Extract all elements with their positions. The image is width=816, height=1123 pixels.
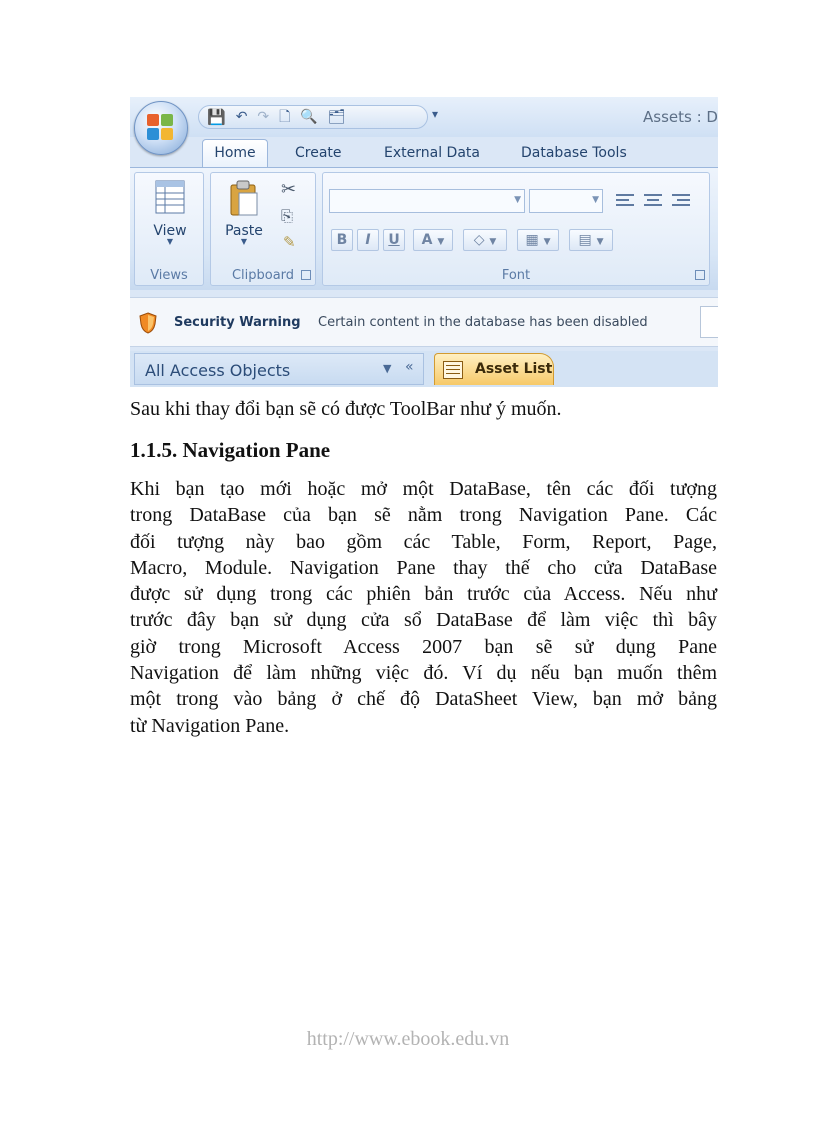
security-warning-bar — [130, 297, 718, 347]
new-icon[interactable]: 🗋 — [279, 109, 291, 125]
paragraph-line: trước đây bạn sử dụng cửa sổ DataBase để làm việc thì bây — [130, 609, 717, 632]
fill-color-button[interactable] — [463, 229, 507, 251]
quick-access-toolbar — [198, 105, 428, 129]
tab-create[interactable]: Create — [295, 145, 342, 161]
paragraph-line: Navigation để làm những việc đó. Ví dụ nếu bạn muốn thêm — [130, 662, 717, 685]
ribbon — [130, 167, 718, 290]
font-group — [322, 172, 710, 286]
form-icon — [443, 361, 463, 379]
cut-icon[interactable]: ✂ — [281, 179, 297, 200]
options-button[interactable] — [700, 306, 718, 338]
tab-database-tools[interactable]: Database Tools — [521, 145, 627, 161]
bold-button[interactable]: B — [331, 229, 353, 251]
alternate-fill-icon: ▤ — [578, 232, 592, 248]
paragraph-line: từ Navigation Pane. — [130, 714, 290, 737]
gridlines-button[interactable] — [517, 229, 559, 251]
font-color-button[interactable] — [413, 229, 453, 251]
body-paragraph — [130, 476, 717, 739]
alternate-fill-button[interactable] — [569, 229, 613, 251]
chevron-down-icon: ▼ — [240, 237, 248, 246]
paragraph-line: một trong vào bảng ở chế độ DataSheet View, bạn mở bảng — [130, 688, 717, 711]
print-preview-icon[interactable]: 🔍 — [300, 109, 318, 125]
office-logo-icon — [147, 114, 175, 142]
view-button[interactable] — [145, 179, 195, 246]
shield-icon — [138, 312, 158, 334]
paragraph-line: đối tượng này bao gồm các Table, Form, Report, Page, — [130, 530, 717, 553]
office-button[interactable] — [134, 101, 188, 155]
font-size-combo[interactable] — [529, 189, 603, 213]
align-left-icon[interactable] — [613, 191, 637, 213]
redo-icon[interactable]: ↷ — [257, 109, 270, 125]
font-group-label: Font — [501, 268, 531, 283]
chevron-down-icon: ▼ — [514, 195, 521, 205]
chevron-down-icon: ▼ — [489, 237, 497, 247]
align-right-icon[interactable] — [669, 191, 693, 213]
figure-caption: Sau khi thay đổi bạn sẽ có được ToolBar như ý muốn. — [130, 398, 562, 420]
gridlines-icon: ▦ — [525, 232, 539, 248]
paragraph-line: trong DataBase của bạn sẽ nằm trong Navigation Pane. Các — [130, 504, 717, 527]
tab-asset-list[interactable] — [434, 353, 554, 385]
clipboard-group-label: Clipboard — [231, 268, 295, 283]
view-button-label: View — [153, 223, 187, 239]
paste-button-label: Paste — [225, 223, 263, 239]
section-heading: 1.1.5. Navigation Pane — [130, 438, 331, 462]
clipboard-group — [210, 172, 316, 286]
font-color-label: A — [421, 232, 433, 248]
paragraph-line: được sử dụng trong các phiên bản trước của Access. Nếu như — [130, 583, 717, 606]
paragraph-line: giờ trong Microsoft Access 2007 bạn sẽ sử dụng Pane — [130, 635, 717, 658]
chevron-down-icon: ▼ — [592, 195, 599, 205]
format-painter-icon[interactable]: ✎ — [283, 233, 296, 251]
security-warning-title: Security Warning — [174, 315, 301, 330]
open-icon[interactable]: 🗂 — [327, 109, 346, 125]
views-group-label: Views — [150, 268, 188, 283]
customize-qat-icon[interactable]: ▾ — [432, 107, 439, 121]
chevron-down-icon: ▼ — [596, 237, 604, 247]
navigation-pane-header[interactable] — [134, 353, 424, 385]
ribbon-tabs — [130, 137, 718, 167]
document-tab-label: Asset List — [475, 361, 553, 377]
font-name-combo[interactable] — [329, 189, 525, 213]
datasheet-view-icon — [153, 179, 187, 219]
navigation-pane-label: All Access Objects — [145, 361, 291, 380]
paragraph-line: Macro, Module. Navigation Pane thay thế cho cửa DataBase — [130, 556, 717, 579]
page-footer-url: http://www.ebook.edu.vn — [306, 1028, 510, 1050]
security-warning-message: Certain content in the database has been disabled — [318, 315, 648, 330]
undo-icon[interactable]: ↶ — [235, 109, 248, 125]
tab-home[interactable]: Home — [202, 139, 268, 167]
italic-button[interactable]: I — [357, 229, 379, 251]
title-bar — [130, 97, 718, 137]
tab-external-data[interactable]: External Data — [384, 145, 480, 161]
navigation-row — [130, 351, 718, 387]
underline-button[interactable]: U — [383, 229, 405, 251]
dialog-launcher-icon[interactable] — [695, 270, 705, 280]
save-icon[interactable]: 💾 — [207, 107, 226, 126]
paste-icon — [227, 179, 261, 219]
chevron-down-icon[interactable]: ▼ — [383, 362, 392, 375]
window-title: Assets : D — [643, 108, 718, 126]
fill-color-icon: ◇ — [473, 232, 485, 248]
dialog-launcher-icon[interactable] — [301, 270, 311, 280]
views-group — [134, 172, 204, 286]
paste-button[interactable] — [219, 179, 269, 246]
access-ribbon-screenshot — [130, 97, 718, 387]
align-center-icon[interactable] — [641, 191, 665, 213]
paragraph-line: Khi bạn tạo mới hoặc mở một DataBase, tên các đối tượng — [130, 478, 717, 500]
copy-icon[interactable]: ⎘ — [281, 207, 294, 225]
chevron-down-icon: ▼ — [543, 237, 551, 247]
chevron-down-icon: ▼ — [166, 237, 174, 246]
collapse-pane-icon[interactable]: « — [405, 359, 414, 375]
chevron-down-icon: ▼ — [437, 237, 445, 247]
